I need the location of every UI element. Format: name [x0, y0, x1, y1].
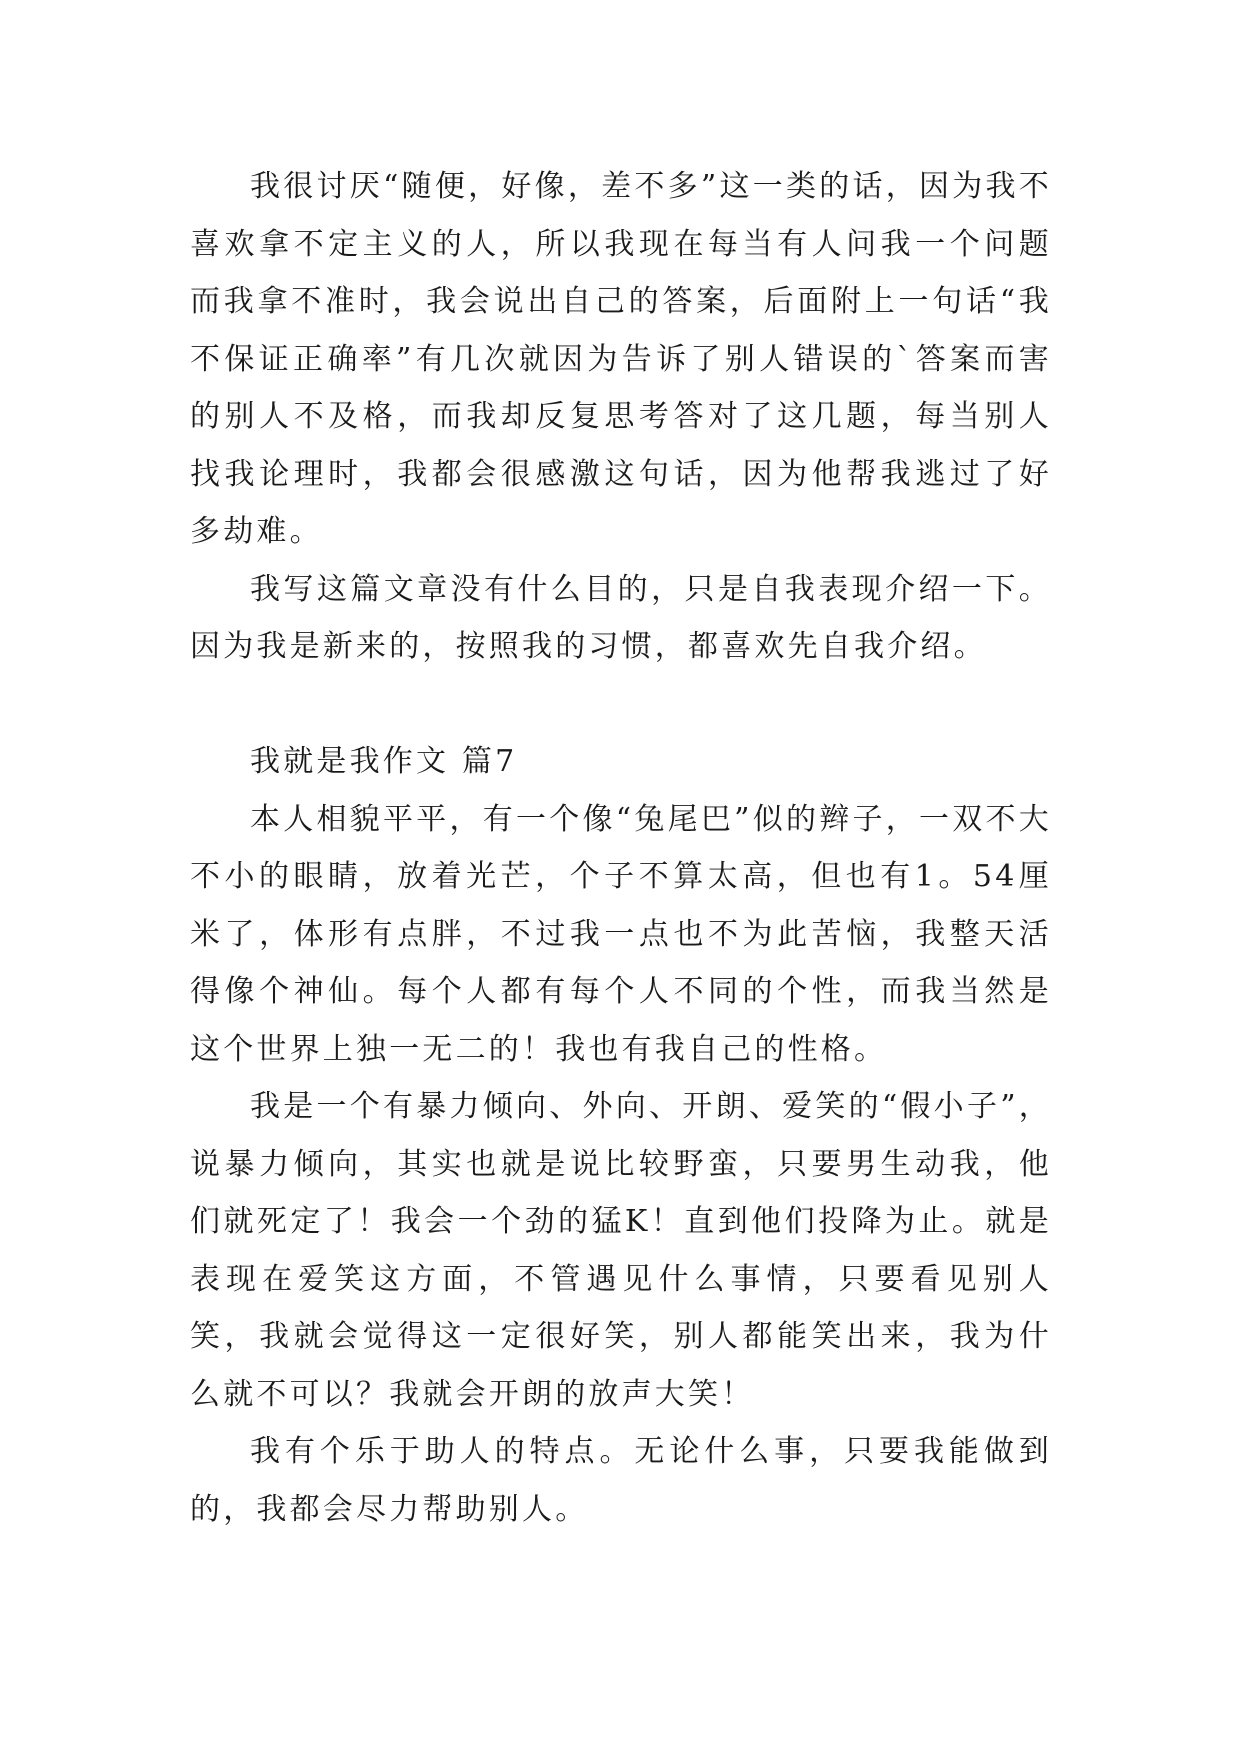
paragraph-personality: 我是一个有暴力倾向、外向、开朗、爱笑的“假小子”，说暴力倾向，其实也就是说比较野蛮，只要男生动我，他们就死定了！我会一个劲的猛K！直到他们投降为止。就是表现在爱笑这方面，不管遇见什么事情，只要看见别人笑，我就会觉得这一定很好笑，别人都能笑出来，我为什么就不可以？我就会开朗的放声大笑！	[190, 1089, 1052, 1412]
document-body	[190, 158, 1052, 1538]
paragraph-dislike-vague-words: 我很讨厌“随便，好像，差不多”这一类的话，因为我不喜欢拿不定主义的人，所以我现在每当有人问我一个问题而我拿不准时，我会说出自己的答案，后面附上一句话“我不保证正确率”有几次就因为告诉了别人错误的`答案而害的别人不及格，而我却反复思考答对了这几题，每当别人找我论理时，我都会很感激这句话，因为他帮我逃过了好多劫难。	[190, 169, 1052, 549]
paragraph-self-introduction-purpose: 我写这篇文章没有什么目的，只是自我表现介绍一下。因为我是新来的，按照我的习惯，都喜欢先自我介绍。	[190, 571, 1052, 664]
section-heading: 我就是我作文 篇7	[250, 744, 518, 779]
paragraph-appearance: 本人相貌平平，有一个像“兔尾巴”似的辫子，一双不大不小的眼睛，放着光芒，个子不算太高，但也有1。54厘米了，体形有点胖，不过我一点也不为此苦恼，我整天活得像个神仙。每个人都有每个人不同的个性，而我当然是这个世界上独一无二的！我也有我自己的性格。	[190, 801, 1052, 1067]
section-spacer	[190, 676, 1052, 734]
paragraph-helping-others: 我有个乐于助人的特点。无论什么事，只要我能做到的，我都会尽力帮助别人。	[190, 1434, 1052, 1527]
